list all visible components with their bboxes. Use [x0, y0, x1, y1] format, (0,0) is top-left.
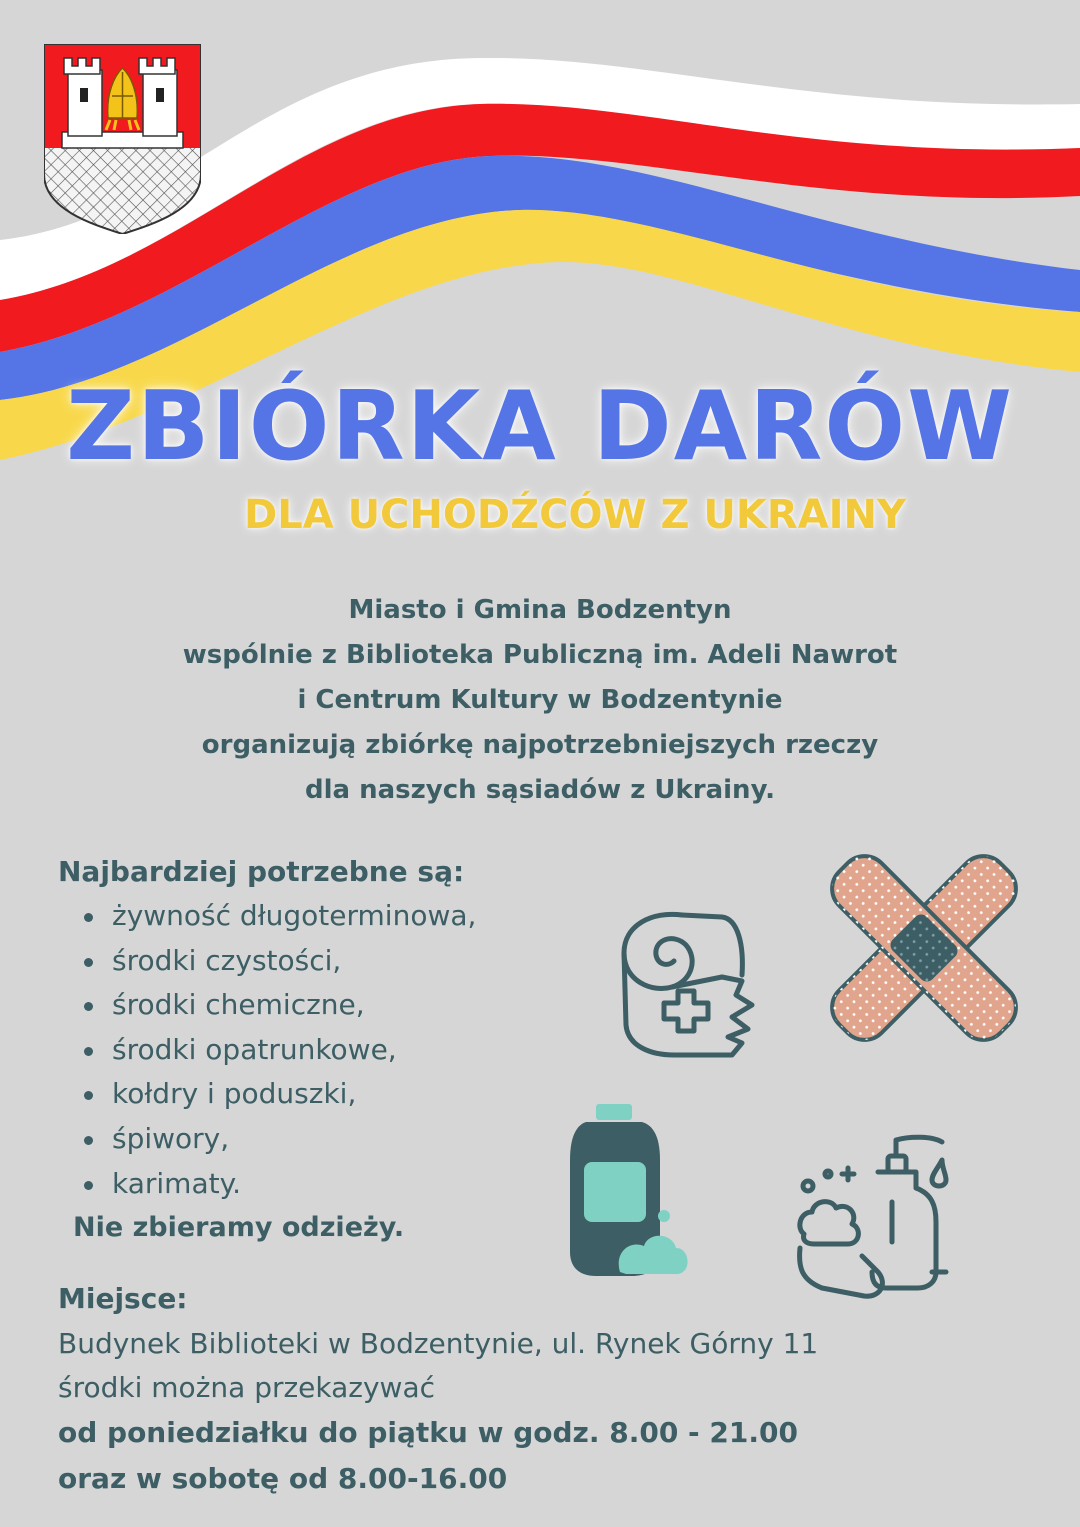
list-item: śpiwory,	[84, 1117, 578, 1162]
intro-line: wspólnie z Biblioteka Publiczną im. Adeli Nawrot	[182, 640, 898, 670]
list-item: środki opatrunkowe,	[84, 1028, 578, 1073]
coat-of-arms-icon	[44, 44, 201, 234]
place-heading: Miejsce:	[58, 1282, 188, 1315]
list-item: środki czystości,	[84, 939, 578, 984]
list-item: karimaty.	[84, 1162, 578, 1207]
hours-saturday: oraz w sobotę od 8.00-16.00	[58, 1462, 508, 1495]
intro-text	[60, 588, 1020, 813]
shampoo-bottle-icon	[568, 1102, 692, 1278]
bandage-roll-icon	[612, 905, 762, 1075]
intro-line: i Centrum Kultury w Bodzentynie	[297, 685, 783, 715]
place-section	[58, 1276, 1038, 1502]
hours-weekdays: od poniedziałku do piątku w godz. 8.00 - 21.00	[58, 1416, 798, 1449]
poster-title: ZBIÓRKA DARÓW	[66, 372, 1014, 482]
intro-line: dla naszych sąsiadów z Ukrainy.	[304, 775, 776, 805]
list-item: środki chemiczne,	[84, 983, 578, 1028]
intro-line: Miasto i Gmina Bodzentyn	[348, 595, 732, 625]
crossed-plasters-icon	[818, 842, 1030, 1054]
needs-section	[58, 852, 578, 1243]
needs-list	[58, 894, 578, 1206]
list-item: kołdry i poduszki,	[84, 1072, 578, 1117]
needs-heading: Najbardziej potrzebne są:	[58, 855, 465, 888]
place-transfer: środki można przekazywać	[58, 1371, 436, 1404]
intro-line: organizują zbiórkę najpotrzebniejszych rzeczy	[201, 730, 879, 760]
place-address: Budynek Biblioteki w Bodzentynie, ul. Rynek Górny 11	[58, 1327, 819, 1360]
poster-subtitle: DLA UCHODŹCÓW Z UKRAINY	[244, 492, 906, 538]
list-item: żywność długoterminowa,	[84, 894, 578, 939]
no-clothes-note: Nie zbieramy odzieży.	[73, 1212, 405, 1244]
